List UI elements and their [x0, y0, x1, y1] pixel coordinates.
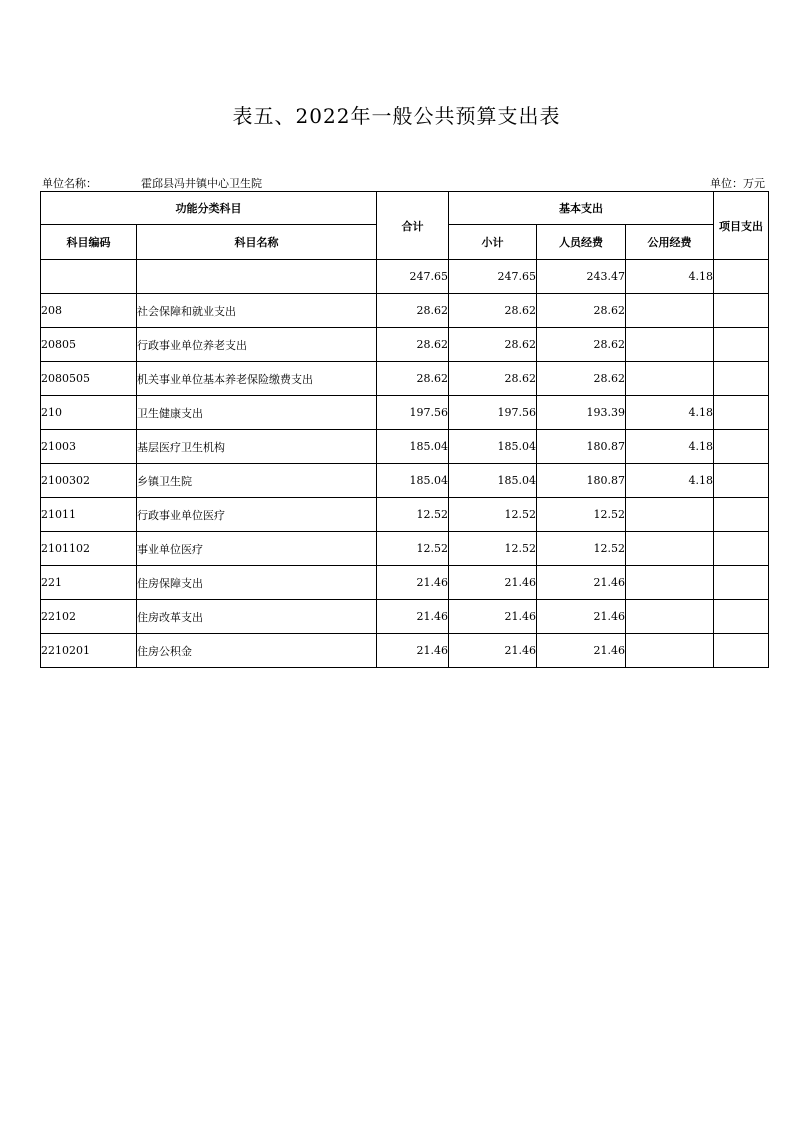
personnel-cell: 12.52 — [537, 498, 626, 532]
header-name: 科目名称 — [137, 225, 377, 260]
header-public: 公用经费 — [626, 225, 714, 260]
unit-info — [42, 175, 262, 191]
header-function-category: 功能分类科目 — [41, 192, 377, 225]
public-cell — [626, 634, 714, 668]
personnel-cell: 12.52 — [537, 532, 626, 566]
code-cell: 210 — [41, 396, 137, 430]
project-cell — [714, 532, 769, 566]
name-cell: 乡镇卫生院 — [137, 464, 377, 498]
code-cell: 2210201 — [41, 634, 137, 668]
table-row — [41, 328, 769, 362]
project-cell — [714, 600, 769, 634]
total-cell: 21.46 — [377, 600, 449, 634]
table-body — [41, 260, 769, 668]
header-total: 合计 — [377, 192, 449, 260]
table-row — [41, 600, 769, 634]
public-cell — [626, 600, 714, 634]
table-row — [41, 464, 769, 498]
name-cell: 住房保障支出 — [137, 566, 377, 600]
public-cell: 4.18 — [626, 464, 714, 498]
page-title: 表五、2022年一般公共预算支出表 — [232, 104, 561, 128]
name-cell: 行政事业单位养老支出 — [137, 328, 377, 362]
header-project: 项目支出 — [714, 192, 769, 260]
subtotal-cell: 28.62 — [449, 362, 537, 396]
code-cell: 21003 — [41, 430, 137, 464]
code-cell: 208 — [41, 294, 137, 328]
public-cell — [626, 498, 714, 532]
subtotal-cell: 185.04 — [449, 430, 537, 464]
code-cell: 2100302 — [41, 464, 137, 498]
code-cell: 221 — [41, 566, 137, 600]
table-row — [41, 566, 769, 600]
public-cell — [626, 532, 714, 566]
subtotal-cell: 12.52 — [449, 532, 537, 566]
name-cell: 住房公积金 — [137, 634, 377, 668]
subtotal-cell: 247.65 — [449, 260, 537, 294]
subtotal-cell: 21.46 — [449, 566, 537, 600]
total-cell: 21.46 — [377, 566, 449, 600]
name-cell: 事业单位医疗 — [137, 532, 377, 566]
name-cell: 社会保障和就业支出 — [137, 294, 377, 328]
header-basic: 基本支出 — [449, 192, 714, 225]
personnel-cell: 21.46 — [537, 600, 626, 634]
code-cell: 2101102 — [41, 532, 137, 566]
code-cell: 21011 — [41, 498, 137, 532]
subtotal-cell: 28.62 — [449, 328, 537, 362]
total-cell: 28.62 — [377, 294, 449, 328]
total-cell: 185.04 — [377, 464, 449, 498]
public-cell — [626, 328, 714, 362]
public-cell: 4.18 — [626, 430, 714, 464]
subtotal-cell: 21.46 — [449, 600, 537, 634]
name-cell: 基层医疗卫生机构 — [137, 430, 377, 464]
total-cell: 185.04 — [377, 430, 449, 464]
personnel-cell: 193.39 — [537, 396, 626, 430]
code-cell: 22102 — [41, 600, 137, 634]
header-subtotal: 小计 — [449, 225, 537, 260]
personnel-cell: 28.62 — [537, 328, 626, 362]
total-cell: 28.62 — [377, 362, 449, 396]
code-cell: 2080505 — [41, 362, 137, 396]
name-cell: 机关事业单位基本养老保险缴费支出 — [137, 362, 377, 396]
code-cell: 20805 — [41, 328, 137, 362]
total-cell: 197.56 — [377, 396, 449, 430]
header-personnel: 人员经费 — [537, 225, 626, 260]
unit-name: 霍邱县冯井镇中心卫生院 — [141, 177, 262, 190]
public-cell: 4.18 — [626, 260, 714, 294]
project-cell — [714, 362, 769, 396]
total-cell: 21.46 — [377, 634, 449, 668]
personnel-cell: 28.62 — [537, 362, 626, 396]
total-cell: 12.52 — [377, 498, 449, 532]
total-cell: 28.62 — [377, 328, 449, 362]
subtotal-cell: 21.46 — [449, 634, 537, 668]
project-cell — [714, 566, 769, 600]
personnel-cell: 180.87 — [537, 430, 626, 464]
personnel-cell: 21.46 — [537, 566, 626, 600]
project-cell — [714, 260, 769, 294]
public-cell — [626, 566, 714, 600]
table-row — [41, 498, 769, 532]
project-cell — [714, 294, 769, 328]
total-cell: 247.65 — [377, 260, 449, 294]
personnel-cell: 243.47 — [537, 260, 626, 294]
public-cell — [626, 362, 714, 396]
public-cell — [626, 294, 714, 328]
subtotal-cell: 197.56 — [449, 396, 537, 430]
name-cell: 卫生健康支出 — [137, 396, 377, 430]
subtotal-cell: 185.04 — [449, 464, 537, 498]
table-row — [41, 260, 769, 294]
budget-table — [40, 191, 769, 668]
header-code: 科目编码 — [41, 225, 137, 260]
name-cell: 行政事业单位医疗 — [137, 498, 377, 532]
total-cell: 12.52 — [377, 532, 449, 566]
name-cell: 住房改革支出 — [137, 600, 377, 634]
table-row — [41, 294, 769, 328]
subtotal-cell: 28.62 — [449, 294, 537, 328]
table-row — [41, 532, 769, 566]
personnel-cell: 28.62 — [537, 294, 626, 328]
table-row — [41, 634, 769, 668]
table-row — [41, 430, 769, 464]
code-cell — [41, 260, 137, 294]
unit-label: 单位名称： — [42, 177, 97, 190]
personnel-cell: 180.87 — [537, 464, 626, 498]
personnel-cell: 21.46 — [537, 634, 626, 668]
project-cell — [714, 464, 769, 498]
project-cell — [714, 430, 769, 464]
table-row — [41, 362, 769, 396]
table-row — [41, 396, 769, 430]
subtotal-cell: 12.52 — [449, 498, 537, 532]
project-cell — [714, 634, 769, 668]
project-cell — [714, 396, 769, 430]
public-cell: 4.18 — [626, 396, 714, 430]
currency-unit: 单位：万元 — [710, 177, 765, 190]
name-cell — [137, 260, 377, 294]
project-cell — [714, 328, 769, 362]
project-cell — [714, 498, 769, 532]
